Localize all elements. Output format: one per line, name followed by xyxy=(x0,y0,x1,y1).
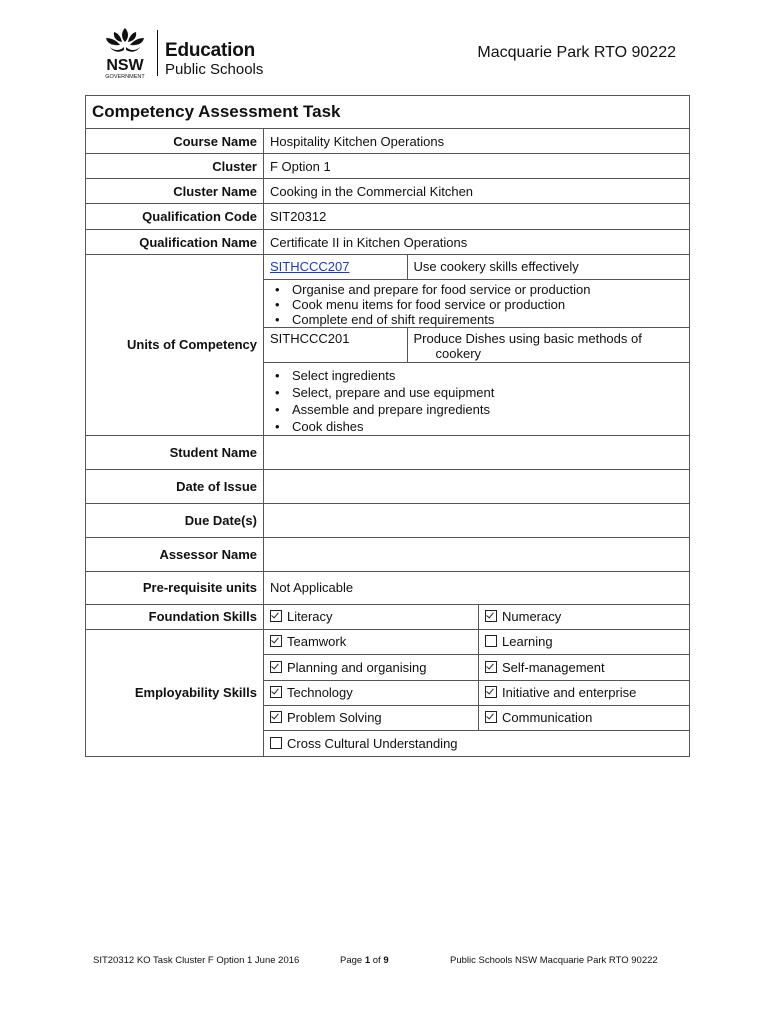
employability-skill-learning[interactable] xyxy=(479,629,690,654)
footer-page-current: 1 xyxy=(364,955,371,966)
list-item: • Select, prepare and use equipment xyxy=(292,384,684,401)
unit1-title: Use cookery skills effectively xyxy=(407,255,690,279)
footer-page-number xyxy=(340,955,389,966)
date-of-issue-field[interactable] xyxy=(264,469,690,503)
footer-page-of: of xyxy=(372,955,381,966)
skill-label: Communication xyxy=(502,710,593,725)
employability-skill-teamwork[interactable] xyxy=(264,629,479,654)
checkbox-icon[interactable] xyxy=(270,686,282,698)
due-dates-field[interactable] xyxy=(264,503,690,537)
prerequisite-units-value: Not Applicable xyxy=(264,571,690,604)
checkbox-icon[interactable] xyxy=(485,661,497,673)
skill-label: Cross Cultural Understanding xyxy=(287,735,458,751)
logo-gov-sub-text: GOVERNMENT xyxy=(105,74,145,80)
logo-education-text: Education xyxy=(165,40,256,61)
skill-label: Planning and organising xyxy=(287,659,427,675)
cluster-value: F Option 1 xyxy=(264,154,690,179)
employability-skill-technology[interactable] xyxy=(264,680,479,705)
checkbox-icon[interactable] xyxy=(270,661,282,673)
assessor-name-label: Assessor Name xyxy=(86,537,264,571)
units-of-competency-cell xyxy=(264,255,690,436)
employability-skill-problem-solving[interactable] xyxy=(264,705,479,730)
skill-label: Technology xyxy=(287,685,353,700)
qualification-name-value: Certificate II in Kitchen Operations xyxy=(264,230,690,255)
skill-label: Literacy xyxy=(287,609,333,624)
skill-label: Self-management xyxy=(502,659,605,675)
unit2-title xyxy=(407,327,690,362)
checkbox-icon[interactable] xyxy=(485,686,497,698)
checkbox-icon[interactable] xyxy=(485,711,497,723)
logo-public-schools-text: Public Schools xyxy=(165,61,264,78)
unit2-code: SITHCCC201 xyxy=(264,327,407,362)
cluster-name-label: Cluster Name xyxy=(86,179,264,204)
footer-organisation: Public Schools NSW Macquarie Park RTO 90222 xyxy=(450,955,658,966)
unit2-title-line2: cookery xyxy=(435,345,482,361)
unit1-code-link[interactable]: SITHCCC207 xyxy=(270,259,350,275)
checkbox-icon[interactable] xyxy=(485,635,497,647)
assessor-name-field[interactable] xyxy=(264,537,690,571)
employability-skill-planning[interactable] xyxy=(264,654,479,680)
footer-page-prefix: Page xyxy=(340,955,363,966)
waratah-logo-icon xyxy=(100,26,150,80)
qualification-code-label: Qualification Code xyxy=(86,204,264,230)
course-name-label: Course Name xyxy=(86,129,264,154)
list-item: • Cook menu items for food service or production xyxy=(292,297,684,312)
list-item: • Organise and prepare for food service or production xyxy=(292,282,684,297)
unit1-code-cell[interactable] xyxy=(264,255,407,279)
employability-skill-initiative[interactable] xyxy=(479,680,690,705)
skill-label: Teamwork xyxy=(287,634,347,649)
list-item: • Select ingredients xyxy=(292,367,684,384)
skill-label: Problem Solving xyxy=(287,710,382,725)
skill-label: Learning xyxy=(502,634,553,649)
unit2-elements-cell xyxy=(264,362,690,435)
list-item: • Cook dishes xyxy=(292,418,684,435)
foundation-skills-label: Foundation Skills xyxy=(86,604,264,629)
assessment-table xyxy=(85,95,690,757)
cluster-label: Cluster xyxy=(86,154,264,179)
student-name-field[interactable] xyxy=(264,435,690,469)
checkbox-icon[interactable] xyxy=(270,711,282,723)
units-of-competency-label: Units of Competency xyxy=(86,255,264,436)
checkbox-icon[interactable] xyxy=(270,610,282,622)
unit2-title-line1: Produce Dishes using basic methods of xyxy=(413,330,642,346)
checkbox-icon[interactable] xyxy=(485,610,497,622)
course-name-value: Hospitality Kitchen Operations xyxy=(264,129,690,154)
qualification-code-value: SIT20312 xyxy=(264,204,690,230)
qualification-name-label: Qualification Name xyxy=(86,230,264,255)
employability-skill-cross-cultural[interactable] xyxy=(264,730,690,756)
rto-heading: Macquarie Park RTO 90222 xyxy=(477,44,676,61)
date-of-issue-label: Date of Issue xyxy=(86,469,264,503)
skill-label: Initiative and enterprise xyxy=(502,685,637,700)
employability-skill-communication[interactable] xyxy=(479,705,690,730)
nsw-education-logo xyxy=(100,26,300,80)
footer-document-ref: SIT20312 KO Task Cluster F Option 1 June 2016 xyxy=(93,955,300,966)
task-title: Competency Assessment Task xyxy=(86,96,690,129)
employability-skill-self-management[interactable] xyxy=(479,654,690,680)
page-header xyxy=(0,0,770,90)
foundation-skill-literacy[interactable] xyxy=(264,604,479,629)
unit1-elements-list xyxy=(270,282,684,327)
units-table xyxy=(264,255,690,435)
logo-gov-text: NSW xyxy=(106,57,144,74)
skill-label: Numeracy xyxy=(502,609,562,624)
list-item: • Assemble and prepare ingredients xyxy=(292,401,684,418)
footer-page-total: 9 xyxy=(383,955,389,966)
prerequisite-units-label: Pre-requisite units xyxy=(86,571,264,604)
cluster-name-value: Cooking in the Commercial Kitchen xyxy=(264,179,690,204)
list-item: • Complete end of shift requirements xyxy=(292,312,684,327)
unit1-elements-cell xyxy=(264,279,690,327)
foundation-skill-numeracy[interactable] xyxy=(479,604,690,629)
checkbox-icon[interactable] xyxy=(270,635,282,647)
checkbox-icon[interactable] xyxy=(270,737,282,749)
student-name-label: Student Name xyxy=(86,435,264,469)
unit2-elements-list xyxy=(270,367,684,435)
logo-divider xyxy=(157,30,158,76)
employability-skills-label: Employability Skills xyxy=(86,629,264,756)
due-dates-label: Due Date(s) xyxy=(86,503,264,537)
